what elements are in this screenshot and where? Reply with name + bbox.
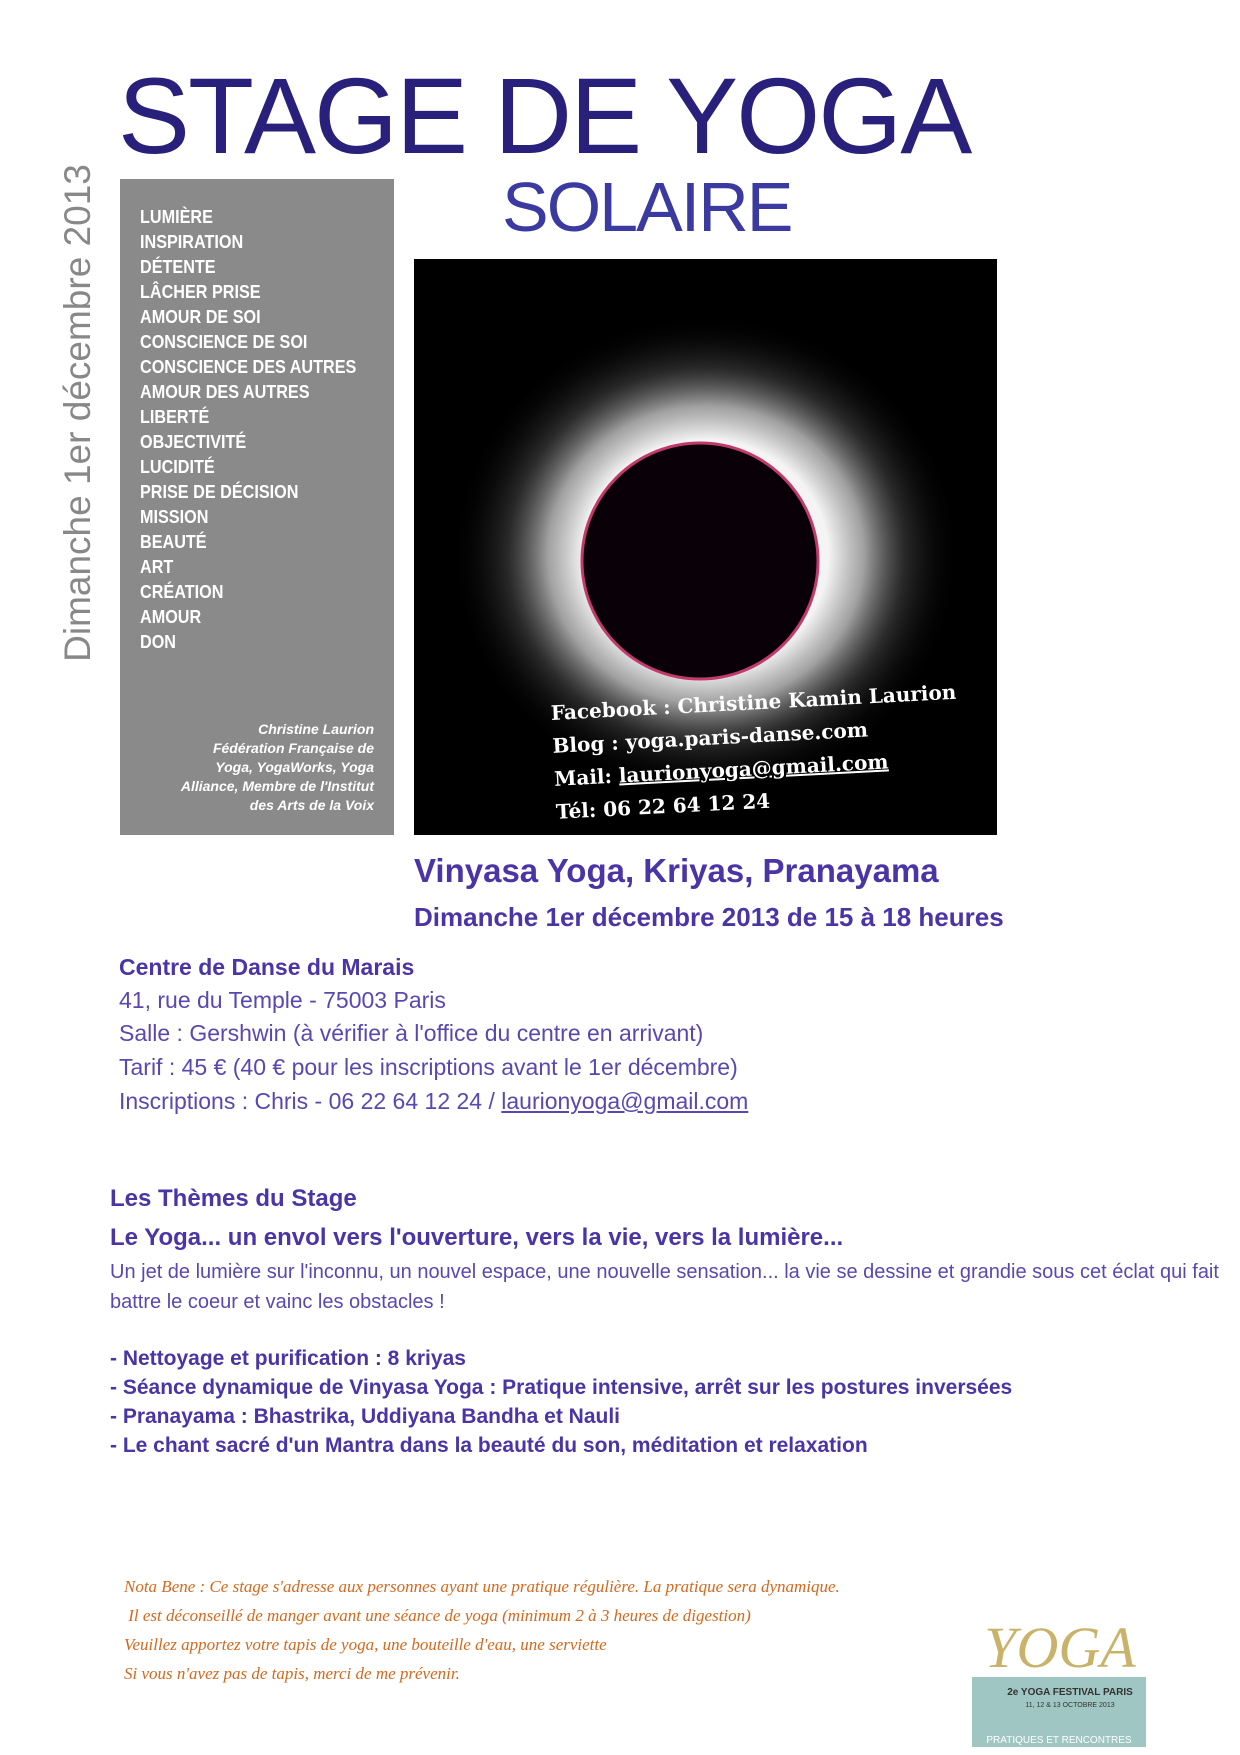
credit-line: des Arts de la Voix bbox=[249, 797, 374, 813]
keyword-list bbox=[140, 205, 380, 655]
nota-bene bbox=[124, 1572, 840, 1688]
keywords-sidebar bbox=[120, 179, 394, 835]
registration-label: Inscriptions : Chris - 06 22 64 12 24 / bbox=[119, 1088, 502, 1114]
bullet-item: - Nettoyage et purification : 8 kriyas bbox=[110, 1347, 466, 1370]
themes-description: Un jet de lumière sur l'inconnu, un nouvel espace, une nouvelle sensation... la vie se dessine et grandie sous cet éclat qui fait battre le coeur et vainc les obstacles ! bbox=[110, 1261, 1219, 1313]
logo-graphic bbox=[972, 1615, 1146, 1747]
bullet-item: - Le chant sacré d'un Mantra dans la beauté du son, méditation et relaxation bbox=[110, 1434, 868, 1457]
facebook-line: Facebook : Christine Kamin Laurion bbox=[550, 679, 957, 725]
logo-line1: 2e YOGA FESTIVAL PARIS bbox=[1007, 1687, 1133, 1698]
keyword-item: CONSCIENCE DE SOI bbox=[140, 332, 308, 352]
registration-email-link[interactable]: laurionyoga@gmail.com bbox=[501, 1088, 749, 1114]
nota-line: Veuillez apportez votre tapis de yoga, une bouteille d'eau, une serviette bbox=[124, 1635, 607, 1654]
venue-name: Centre de Danse du Marais bbox=[119, 954, 415, 980]
event-date: Dimanche 1er décembre 2013 de 15 à 18 heures bbox=[414, 902, 1004, 932]
keyword-item: DON bbox=[140, 632, 176, 652]
keyword-item: CONSCIENCE DES AUTRES bbox=[140, 357, 357, 377]
keyword-item: DÉTENTE bbox=[140, 257, 216, 277]
mail-link[interactable]: laurionyoga@gmail.com bbox=[618, 749, 890, 788]
credit-line: Christine Laurion bbox=[258, 721, 374, 737]
venue-registration bbox=[119, 1088, 748, 1115]
vertical-date-text: Dimanche 1er décembre 2013 bbox=[57, 164, 98, 662]
keyword-item: MISSION bbox=[140, 507, 209, 527]
keyword-item: AMOUR bbox=[140, 607, 202, 627]
nota-line: Si vous n'avez pas de tapis, merci de me prévenir. bbox=[124, 1664, 460, 1683]
nota-line: Il est déconseillé de manger avant une séance de yoga (minimum 2 à 3 heures de digestion) bbox=[124, 1606, 751, 1625]
practice-heading: Vinyasa Yoga, Kriyas, Pranayama bbox=[414, 852, 939, 889]
venue-price: Tarif : 45 € (40 € pour les inscriptions avant le 1er décembre) bbox=[119, 1054, 738, 1080]
venue-room: Salle : Gershwin (à vérifier à l'office du centre en arrivant) bbox=[119, 1020, 704, 1046]
mail-label: Mail: bbox=[553, 763, 620, 791]
yoga-festival-logo bbox=[972, 1615, 1146, 1747]
eclipse-photo bbox=[414, 259, 997, 835]
logo-line2: 11, 12 & 13 OCTOBRE 2013 bbox=[1025, 1702, 1115, 1709]
keyword-item: BEAUTÉ bbox=[140, 532, 207, 552]
vertical-date bbox=[54, 164, 102, 662]
venue-address: 41, rue du Temple - 75003 Paris bbox=[119, 987, 446, 1013]
keyword-item: PRISE DE DÉCISION bbox=[140, 482, 299, 502]
tel-line: Tél: 06 22 64 12 24 bbox=[555, 788, 771, 824]
page-title: STAGE DE YOGA bbox=[118, 55, 971, 176]
keyword-item: INSPIRATION bbox=[140, 232, 244, 252]
nota-line: Nota Bene : Ce stage s'adresse aux personnes ayant une pratique régulière. La pratique sera dynamique. bbox=[124, 1577, 840, 1596]
blog-line: Blog : yoga.paris-danse.com bbox=[551, 717, 869, 758]
logo-footer: PRATIQUES ET RENCONTRES bbox=[986, 1735, 1132, 1746]
keyword-item: LUMIÈRE bbox=[140, 207, 213, 227]
themes-title: Les Thèmes du Stage bbox=[110, 1185, 357, 1212]
credit-line: Alliance, Membre de l'Institut bbox=[180, 778, 374, 794]
bullet-item: - Séance dynamique de Vinyasa Yoga : Pratique intensive, arrêt sur les postures inversées bbox=[110, 1376, 1013, 1399]
keyword-item: CRÉATION bbox=[140, 582, 224, 602]
keyword-item: LUCIDITÉ bbox=[140, 457, 215, 477]
keyword-item: LÂCHER PRISE bbox=[140, 282, 261, 302]
keyword-item: OBJECTIVITÉ bbox=[140, 432, 247, 452]
instructor-credit bbox=[124, 720, 374, 815]
keyword-item: LIBERTÉ bbox=[140, 407, 210, 427]
bullet-item: - Pranayama : Bhastrika, Uddiyana Bandha et Nauli bbox=[110, 1405, 620, 1428]
credit-line: Yoga, YogaWorks, Yoga bbox=[215, 759, 374, 775]
logo-word: YOGA bbox=[984, 1615, 1136, 1680]
contact-overlay bbox=[550, 676, 962, 829]
keyword-item: ART bbox=[140, 557, 174, 577]
keyword-item: AMOUR DE SOI bbox=[140, 307, 261, 327]
keyword-item: AMOUR DES AUTRES bbox=[140, 382, 310, 402]
credit-line: Fédération Française de bbox=[212, 740, 374, 756]
page-subtitle: SOLAIRE bbox=[502, 168, 792, 246]
themes-subtitle: Le Yoga... un envol vers l'ouverture, vers la vie, vers la lumière... bbox=[110, 1224, 844, 1251]
themes-bullets bbox=[110, 1344, 1012, 1460]
